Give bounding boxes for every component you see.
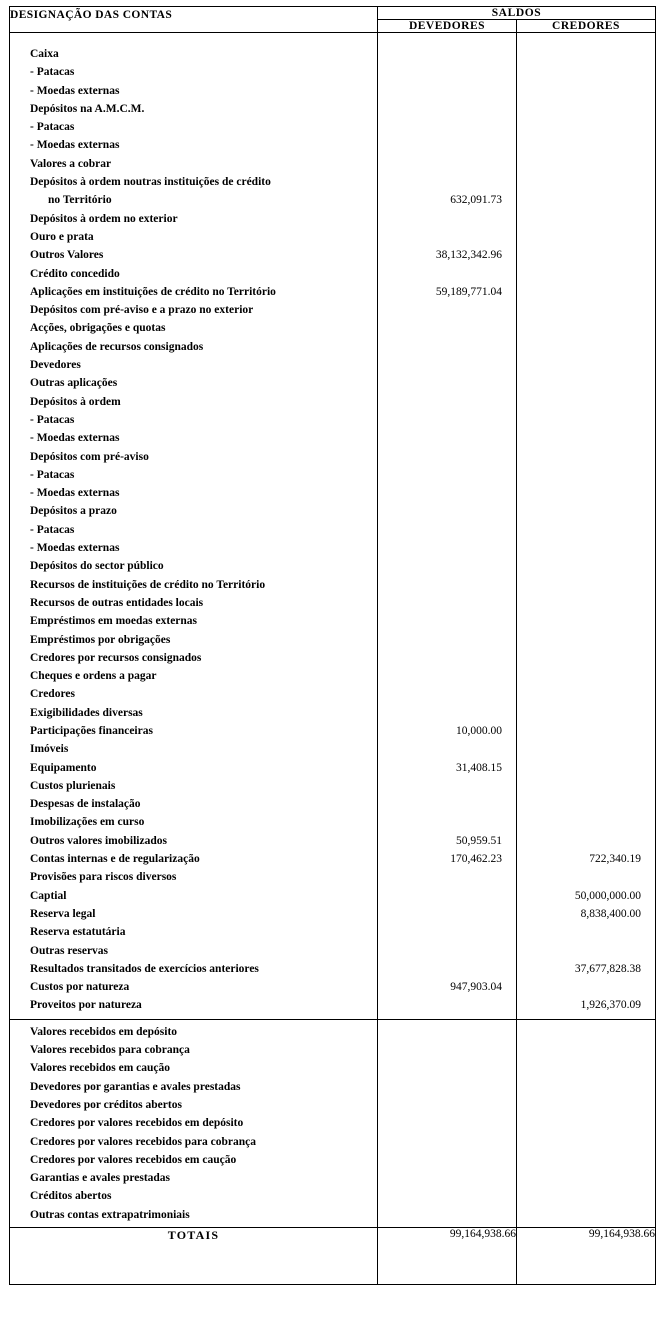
account-name-row: Imobilizações em curso [30, 816, 145, 829]
credores-value-row [517, 374, 655, 392]
credores-value-row [517, 118, 655, 136]
devedores-value-row [378, 923, 516, 941]
extra-devedores-list [378, 1020, 516, 1227]
credores-value-row [517, 667, 655, 685]
credores-value-row [517, 832, 655, 850]
devedores-value-row [378, 594, 516, 612]
account-name-row: Proveitos por natureza [30, 999, 142, 1012]
account-name-row: Exigibilidades diversas [30, 706, 143, 719]
extra-account-name-row: Credores por valores recebidos para cobrança [30, 1135, 257, 1148]
account-name-row: Outros valores imobilizados [30, 834, 167, 847]
credores-value-row: 37,677,828.38 [574, 962, 641, 975]
description-list [10, 33, 377, 1019]
extra-devedores-value-row [378, 1041, 516, 1059]
credores-value-row [517, 82, 655, 100]
table-body-row [10, 33, 656, 1020]
account-name-row: Recursos de instituições de crédito no Território [30, 578, 266, 591]
account-name-row: Depósitos à ordem no exterior [30, 212, 178, 225]
totals-row [10, 1228, 656, 1285]
totals-devedores: 99,164,938.66 [378, 1228, 517, 1285]
extra-devedores-value-row [378, 1187, 516, 1205]
credores-value-row [517, 649, 655, 667]
account-name-row: Depósitos à ordem noutras instituições de crédito [30, 176, 271, 189]
credores-value-row [517, 557, 655, 575]
account-name-row: Crédito concedido [30, 267, 120, 280]
devedores-value-row [378, 557, 516, 575]
devedores-value-row [378, 612, 516, 630]
extra-account-name-row: Devedores por créditos abertos [30, 1098, 182, 1111]
credores-value-row [517, 484, 655, 502]
extra-account-name-row: Valores recebidos em depósito [30, 1025, 178, 1038]
devedores-value-row [378, 887, 516, 905]
devedores-value-row [378, 319, 516, 337]
account-name-row: Resultados transitados de exercícios anteriores [30, 962, 259, 975]
devedores-value-row: 632,091.73 [450, 194, 502, 207]
account-name-row: Outros Valores [30, 249, 104, 262]
credores-value-row: 1,926,370.09 [580, 999, 641, 1012]
devedores-value-row: 10,000.00 [456, 724, 502, 737]
credores-value-row [517, 868, 655, 886]
header-saldos-label: SALDOS [378, 7, 656, 20]
credores-value-row [517, 411, 655, 429]
devedores-value-row [378, 136, 516, 154]
credores-value-row: 8,838,400.00 [580, 907, 641, 920]
devedores-value-row [378, 63, 516, 81]
devedores-value-row: 947,903.04 [450, 981, 502, 994]
devedores-value-row [378, 960, 516, 978]
extra-account-name-row: Devedores por garantias e avales prestadas [30, 1080, 241, 1093]
header-descricao-cell [10, 7, 378, 33]
credores-value-row [517, 173, 655, 191]
account-name-row: Despesas de instalação [30, 798, 141, 811]
account-name-row: Participações financeiras [30, 724, 153, 737]
extra-credores-value-row [517, 1096, 655, 1114]
devedores-value-row [378, 521, 516, 539]
extra-credores-cell [517, 1019, 656, 1227]
account-name-row: Credores [30, 688, 75, 701]
extra-descriptions-cell [10, 1019, 378, 1227]
account-name-row: - Patacas [30, 468, 75, 481]
extra-account-name-row: Credores por valores recebidos em depósito [30, 1117, 244, 1130]
credores-value-row [517, 923, 655, 941]
credores-value-row [517, 594, 655, 612]
account-name-row: - Moedas externas [30, 84, 120, 97]
credores-value-row [517, 448, 655, 466]
credores-value-row [517, 740, 655, 758]
account-name-row: Custos por natureza [30, 981, 130, 994]
devedores-value-row [378, 393, 516, 411]
devedores-value-row [378, 301, 516, 319]
account-name-row: Reserva estatutária [30, 926, 126, 939]
devedores-value-row [378, 576, 516, 594]
devedores-value-row [378, 338, 516, 356]
account-name-row: - Moedas externas [30, 139, 120, 152]
credores-value-row: 722,340.19 [589, 853, 641, 866]
devedores-value-row [378, 942, 516, 960]
credores-value-row [517, 759, 655, 777]
devedores-cell [378, 33, 517, 1020]
account-name-row: Credores por recursos consignados [30, 651, 202, 664]
account-name-row: Imóveis [30, 743, 69, 756]
extra-devedores-value-row [378, 1114, 516, 1132]
account-name-row: Caixa [30, 48, 59, 60]
devedores-value-row: 50,959.51 [456, 834, 502, 847]
credores-value-row [517, 319, 655, 337]
credores-value-row [517, 45, 655, 63]
credores-value-row [517, 210, 655, 228]
devedores-value-row [378, 539, 516, 557]
devedores-value-row: 31,408.15 [456, 761, 502, 774]
credores-value-row [517, 301, 655, 319]
credores-value-row [517, 429, 655, 447]
credores-value-row: 50,000,000.00 [574, 889, 641, 902]
devedores-value-row [378, 996, 516, 1014]
devedores-value-row [378, 210, 516, 228]
devedores-value-row [378, 429, 516, 447]
extra-devedores-value-row [378, 1023, 516, 1041]
credores-value-row [517, 191, 655, 209]
extra-credores-value-row [517, 1078, 655, 1096]
credores-value-row [517, 722, 655, 740]
credores-value-row [517, 978, 655, 996]
devedores-value-row [378, 704, 516, 722]
extra-credores-value-row [517, 1169, 655, 1187]
extra-credores-list [517, 1020, 655, 1227]
devedores-list [378, 33, 516, 1019]
extra-account-name-row: Garantias e avales prestadas [30, 1172, 171, 1185]
credores-value-row [517, 704, 655, 722]
account-name-row: Depósitos a prazo [30, 505, 117, 518]
extra-devedores-value-row [378, 1096, 516, 1114]
header-descricao-label: DESIGNAÇÃO DAS CONTAS [10, 9, 173, 21]
extra-credores-value-row [517, 1041, 655, 1059]
extra-credores-value-row [517, 1114, 655, 1132]
account-name-row: Depósitos à ordem [30, 395, 121, 408]
account-name-row: Valores a cobrar [30, 157, 112, 170]
account-name-row: Empréstimos em moedas externas [30, 615, 198, 628]
extra-account-name-row: Créditos abertos [30, 1190, 112, 1203]
header-devedores-label: DEVEDORES [378, 20, 517, 33]
extra-devedores-value-row [378, 1169, 516, 1187]
devedores-value-row [378, 118, 516, 136]
devedores-value-row [378, 466, 516, 484]
account-name-row: Equipamento [30, 761, 97, 774]
credores-value-row [517, 777, 655, 795]
credores-value-row [517, 631, 655, 649]
account-name-row: - Patacas [30, 413, 75, 426]
extra-devedores-cell [378, 1019, 517, 1227]
devedores-value-row [378, 356, 516, 374]
totals-credores: 99,164,938.66 [517, 1228, 656, 1285]
devedores-value-row [378, 45, 516, 63]
account-name-row: Ouro e prata [30, 230, 94, 243]
table-extra-row [10, 1019, 656, 1227]
credores-value-row [517, 246, 655, 264]
devedores-value-row: 38,132,342.96 [435, 249, 502, 262]
account-name-row: Outras aplicações [30, 377, 118, 390]
extra-devedores-value-row [378, 1206, 516, 1224]
credores-value-row [517, 63, 655, 81]
extra-devedores-value-row [378, 1059, 516, 1077]
descriptions-cell [10, 33, 378, 1020]
credores-value-row [517, 356, 655, 374]
header-credores-label: CREDORES [517, 20, 656, 33]
account-name-row: - Patacas [30, 66, 75, 79]
devedores-value-row [378, 813, 516, 831]
credores-value-row [517, 521, 655, 539]
extra-credores-value-row [517, 1133, 655, 1151]
extra-devedores-value-row [378, 1078, 516, 1096]
extra-devedores-value-row [378, 1133, 516, 1151]
account-name-row: Depósitos com pré-aviso [30, 450, 149, 463]
devedores-value-row [378, 905, 516, 923]
credores-value-row [517, 795, 655, 813]
devedores-value-row [378, 868, 516, 886]
account-name-row: Aplicações de recursos consignados [30, 340, 204, 353]
credores-value-row [517, 466, 655, 484]
credores-value-row [517, 136, 655, 154]
balance-table [9, 6, 656, 1285]
account-name-row: Outras reservas [30, 944, 109, 957]
account-name-row: Reserva legal [30, 907, 96, 920]
totals-label: TOTAIS [10, 1228, 378, 1285]
account-name-row: Acções, obrigações e quotas [30, 322, 166, 335]
devedores-value-row [378, 411, 516, 429]
credores-value-row [517, 502, 655, 520]
devedores-value-row [378, 667, 516, 685]
devedores-value-row [378, 631, 516, 649]
account-name-row: - Patacas [30, 121, 75, 134]
devedores-value-row [378, 685, 516, 703]
account-name-row: Contas internas e de regularização [30, 853, 200, 866]
extra-credores-value-row [517, 1059, 655, 1077]
extra-credores-value-row [517, 1151, 655, 1169]
credores-value-row [517, 685, 655, 703]
devedores-value-row [378, 795, 516, 813]
devedores-value-row: 59,189,771.04 [435, 285, 502, 298]
credores-value-row [517, 228, 655, 246]
credores-value-row [517, 338, 655, 356]
extra-account-name-row: Outras contas extrapatrimoniais [30, 1208, 190, 1221]
account-name-row: Devedores [30, 359, 81, 372]
credores-cell [517, 33, 656, 1020]
extra-account-name-row: Valores recebidos em caução [30, 1062, 171, 1075]
account-name-row: Aplicações em instituições de crédito no Território [30, 285, 276, 298]
account-name-row: no Território [48, 194, 112, 207]
account-name-row: Depósitos do sector público [30, 560, 164, 573]
extra-credores-value-row [517, 1187, 655, 1205]
account-name-row: - Moedas externas [30, 432, 120, 445]
credores-list [517, 33, 655, 1019]
account-name-row: Empréstimos por obrigações [30, 633, 171, 646]
credores-value-row [517, 612, 655, 630]
devedores-value-row [378, 173, 516, 191]
devedores-value-row [378, 155, 516, 173]
extra-account-name-row: Valores recebidos para cobrança [30, 1044, 190, 1057]
devedores-value-row [378, 740, 516, 758]
devedores-value-row [378, 649, 516, 667]
credores-value-row [517, 155, 655, 173]
credores-value-row [517, 539, 655, 557]
account-name-row: Provisões para riscos diversos [30, 871, 177, 884]
devedores-value-row [378, 100, 516, 118]
account-name-row: - Moedas externas [30, 542, 120, 555]
balance-sheet-page [0, 6, 664, 1322]
extra-credores-value-row [517, 1206, 655, 1224]
devedores-value-row [378, 265, 516, 283]
devedores-value-row [378, 82, 516, 100]
extra-description-list [10, 1020, 377, 1227]
account-name-row: Recursos de outras entidades locais [30, 596, 204, 609]
devedores-value-row: 170,462.23 [450, 853, 502, 866]
devedores-value-row [378, 777, 516, 795]
credores-value-row [517, 265, 655, 283]
account-name-row: - Patacas [30, 523, 75, 536]
credores-value-row [517, 283, 655, 301]
extra-credores-value-row [517, 1023, 655, 1041]
devedores-value-row [378, 502, 516, 520]
devedores-value-row [378, 448, 516, 466]
account-name-row: Custos plurienais [30, 779, 116, 792]
account-name-row: Captial [30, 889, 67, 902]
account-name-row: Depósitos com pré-aviso e a prazo no exterior [30, 304, 254, 317]
devedores-value-row [378, 228, 516, 246]
credores-value-row [517, 576, 655, 594]
credores-value-row [517, 942, 655, 960]
table-header-row-1 [10, 7, 656, 20]
account-name-row: Depósitos na A.M.C.M. [30, 102, 145, 115]
credores-value-row [517, 813, 655, 831]
devedores-value-row [378, 374, 516, 392]
credores-value-row [517, 100, 655, 118]
account-name-row: Cheques e ordens a pagar [30, 670, 157, 683]
devedores-value-row [378, 484, 516, 502]
account-name-row: - Moedas externas [30, 487, 120, 500]
credores-value-row [517, 393, 655, 411]
extra-account-name-row: Credores por valores recebidos em caução [30, 1153, 237, 1166]
extra-devedores-value-row [378, 1151, 516, 1169]
